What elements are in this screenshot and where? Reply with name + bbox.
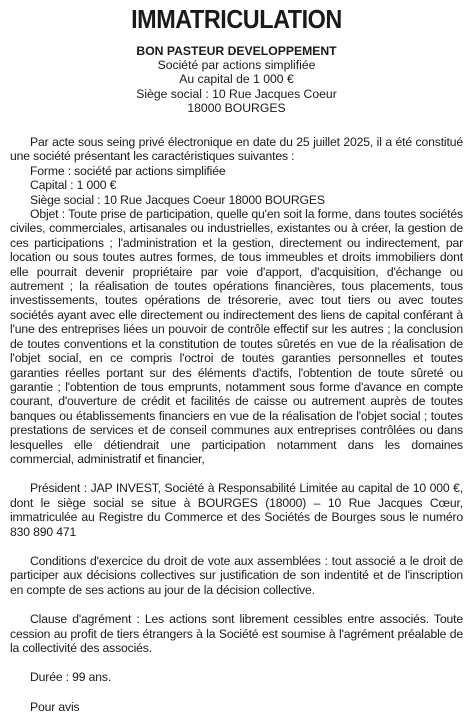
forme-line: Forme : société par actions simplifiée bbox=[30, 163, 226, 178]
company-form: Société par actions simplifiée bbox=[157, 58, 316, 73]
capital-line: Capital : 1 000 € bbox=[30, 178, 117, 193]
company-seat-city: 18000 BOURGES bbox=[187, 100, 286, 115]
agrement-paragraph: Clause d'agrément : Les actions sont librement cessibles entre associés. Toute cession au profit de tiers étrangers à la Société est soumise à l'agrément préalable de la collectivité des associés. bbox=[10, 612, 463, 656]
company-name: BON PASTEUR DEVELOPPEMENT bbox=[136, 44, 337, 58]
notice-body bbox=[10, 135, 463, 714]
closing-line: Pour avis bbox=[30, 699, 80, 714]
duree-line: Durée : 99 ans. bbox=[30, 670, 112, 685]
company-seat: Siège social : 10 Rue Jacques Coeur bbox=[136, 86, 337, 101]
notice-title: IMMATRICULATION bbox=[131, 4, 342, 34]
president-paragraph: Président : JAP INVEST, Société à Responsabilité Limitée au capital de 10 000 €, dont le siège social se situe à BOURGES (18000) – 10 Rue Jacques Cœur, immatriculée au Registre du Commerce et des Sociétés de Bourges sous le numéro 830 890 471 bbox=[10, 481, 463, 539]
intro-paragraph: Par acte sous seing privé électronique en date du 25 juillet 2025, il a été constitué une société présentant les caractéristiques suivantes : bbox=[10, 135, 463, 164]
company-capital: Au capital de 1 000 € bbox=[179, 72, 294, 87]
vote-paragraph: Conditions d'exercice du droit de vote aux assemblées : tout associé a le droit de participer aux décisions collectives sur justification de son indentité et de l'inscription en compte de ses actions au jour de la décision collective. bbox=[10, 553, 463, 597]
siege-line: Siège social : 10 Rue Jacques Coeur 18000 BOURGES bbox=[30, 192, 325, 207]
objet-paragraph: Objet : Toute prise de participation, quelle qu'en soit la forme, dans toutes sociétés civiles, commerciales, artisanales ou industrielles, existantes ou à créer, la gestion de ces participations ; l'administration et la gestion, directement ou indirectement, par location ou sous toutes autres formes, de tous immeubles et droits immobiliers dont elle pourrait devenir propriétaire par voie d'apport, d'acquisition, d'échange ou autrement ; la réalisation de toutes opérations financières, tous placements, tous investissements, toutes opérations de trésorerie, avec tout tiers ou avec toutes sociétés ayant avec elle directement ou indirectement des liens de capital conférant à l'une des entreprises liées un pouvoir de contrôle effectif sur les autres ; la conclusion de toutes conventions et la constitution de toutes sûretés en vue de la réalisation de l'objet social, en ce compris l'octroi de toutes garanties personnelles et toutes garanties réelles portant sur des éléments d'actifs, l'obtention de toute sûreté ou garantie ; l'obtention de tous emprunts, notamment sous forme d'avance en compte courant, d'ouverture de crédit et facilités de caisse ou autrement auprès de toutes banques ou établissements financiers en vue de la réalisation de l'objet social ; toutes prestations de services et de conseil communes aux entreprises contrôlées ou dans lesquelles elle détiendrait une participation notamment dans les domaines commercial, administratif et financier, bbox=[10, 207, 463, 466]
company-header bbox=[10, 44, 463, 115]
